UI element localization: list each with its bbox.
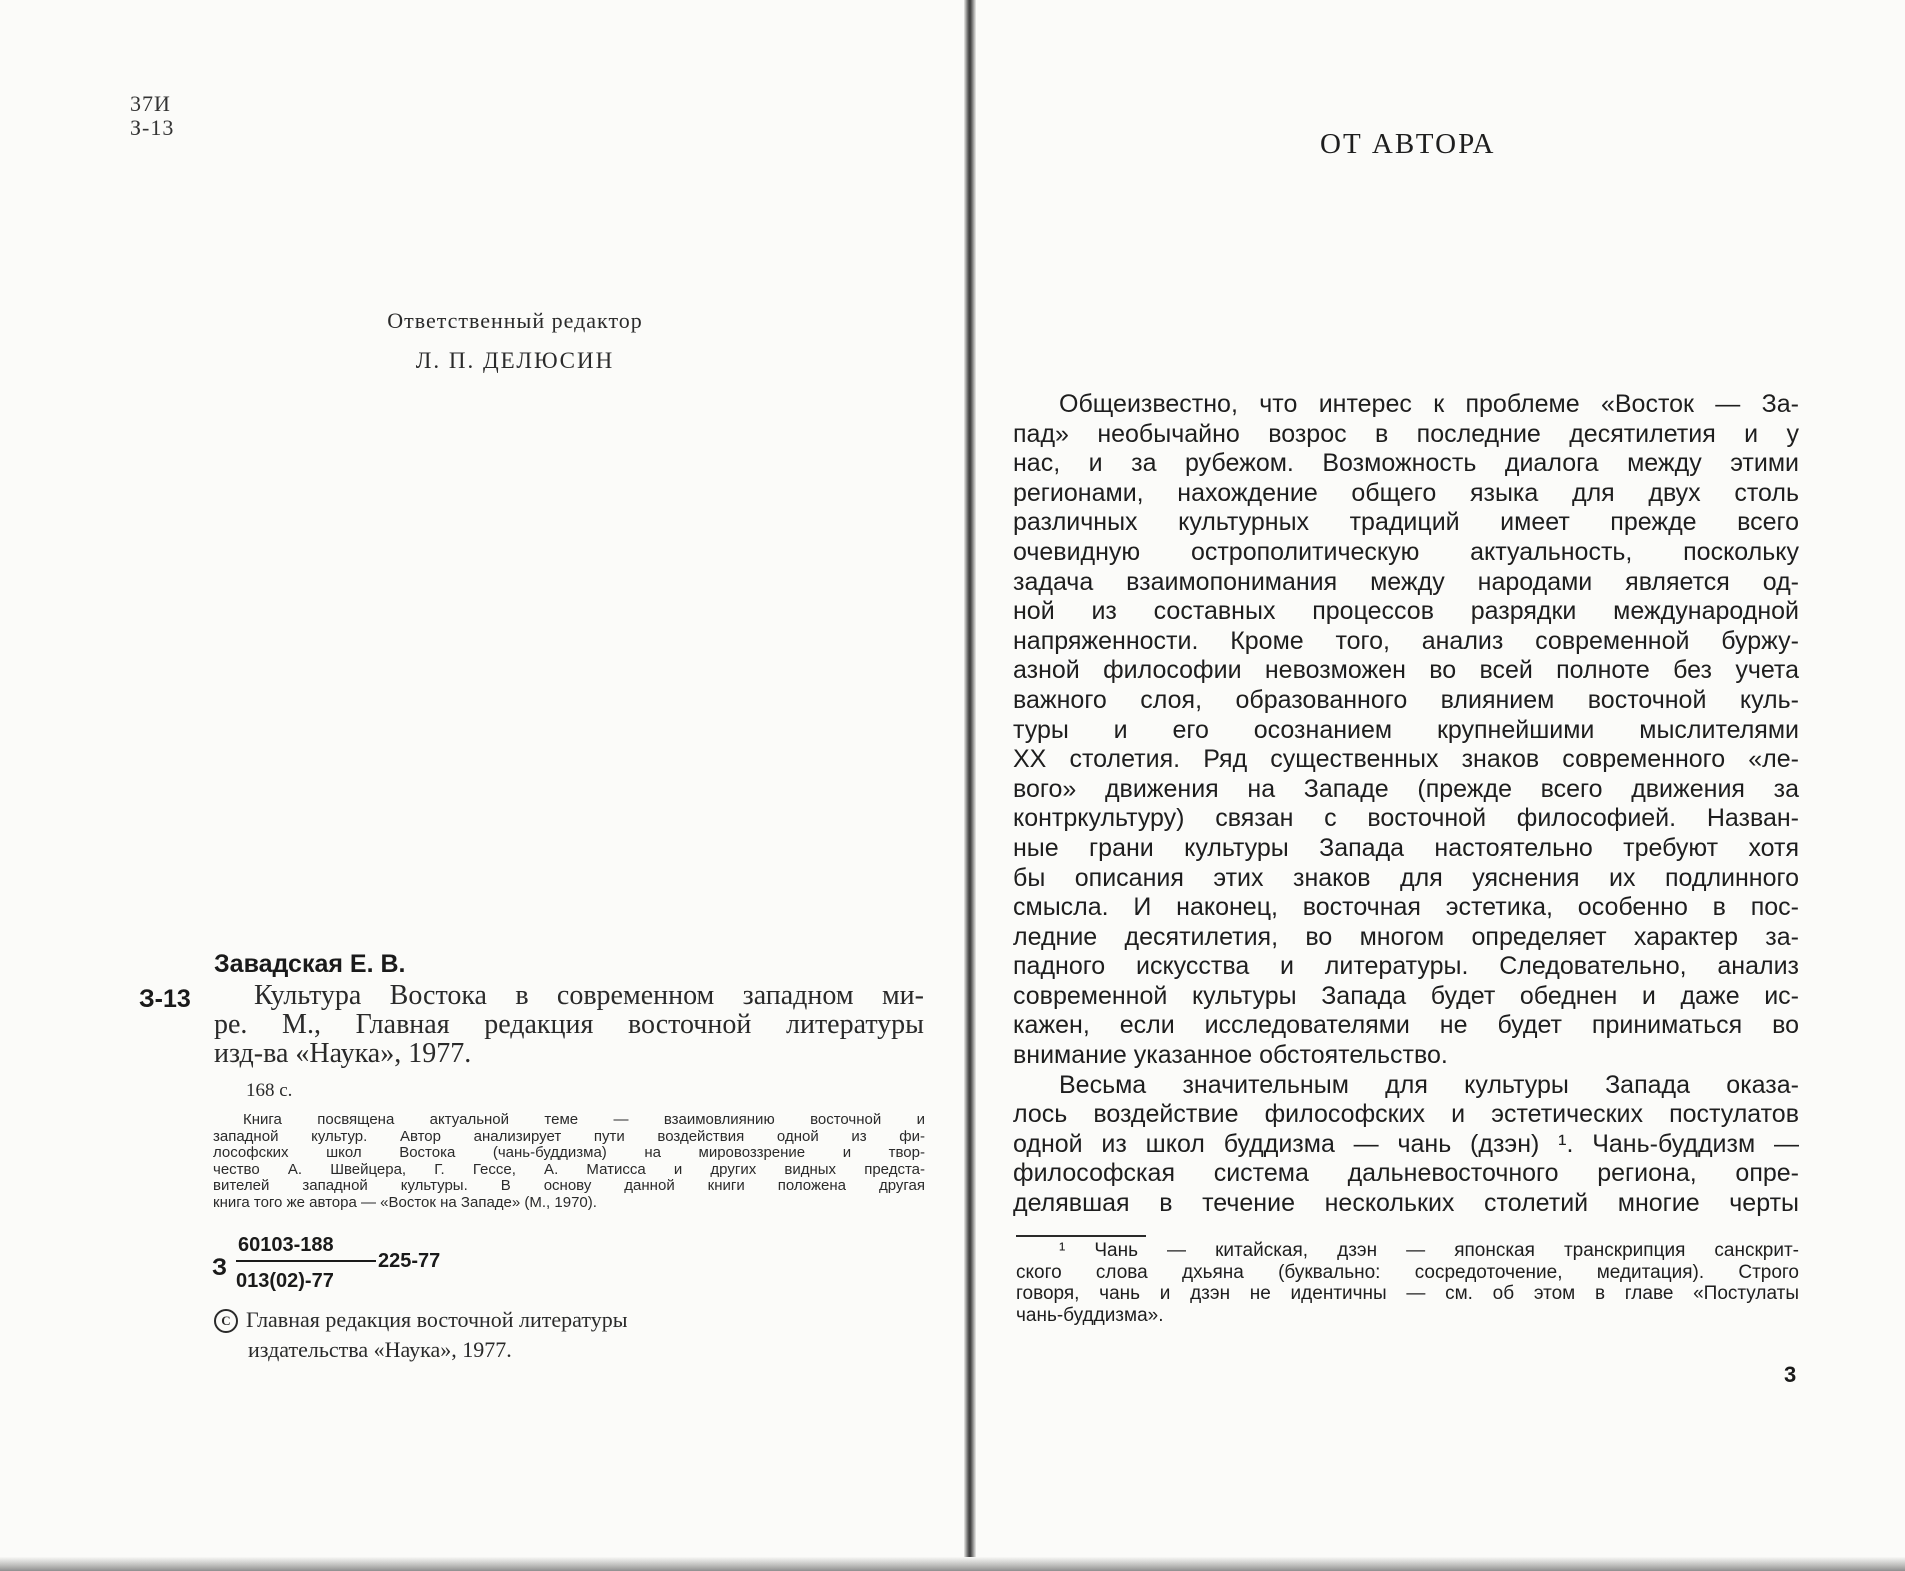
- book-spine: [964, 0, 976, 1571]
- body-line: туры и его осознанием крупнейшими мыслителями: [1013, 715, 1799, 744]
- body-line: XX столетия. Ряд существенных знаков современного «ле-: [1013, 745, 1799, 774]
- index-code-numerator: 60103-188: [238, 1234, 334, 1256]
- index-code-suffix: 225-77: [378, 1250, 441, 1272]
- body-line: очевидную острополитическую актуальность, поскольку: [1013, 537, 1799, 566]
- index-code-fraction-line: [236, 1260, 376, 1262]
- annotation: [213, 1112, 925, 1211]
- editor-name: Л. П. ДЕЛЮСИН: [415, 348, 615, 373]
- body-line: бы описания этих знаков для уяснения их подлинного: [1013, 863, 1799, 892]
- bibliography-line: изд-ва «Наука», 1977.: [214, 1038, 472, 1069]
- body-line: регионами, нахождение общего языка для двух столь: [1013, 478, 1799, 507]
- call-number-line: 37И: [130, 91, 171, 116]
- bibliography-description: [214, 981, 924, 1068]
- bibliography-pages: 168 с.: [246, 1080, 293, 1101]
- call-number: [130, 92, 174, 140]
- footnote-line: ского слова дхьяна (буквально: сосредоточение, медитация). Строго: [1016, 1261, 1799, 1283]
- body-line: различных культурных традиций имеет прежде всего: [1013, 508, 1799, 537]
- body-line: ледние десятилетия, во многом определяет характер за-: [1013, 922, 1799, 951]
- bibliography-line: ре. М., Главная редакция восточной литературы: [214, 1009, 924, 1040]
- index-code: [212, 1234, 472, 1304]
- bibliography-author: Завадская Е. В.: [214, 950, 406, 978]
- body-line: нас, и за рубежом. Возможность диалога между этими: [1013, 449, 1799, 478]
- chapter-title: ОТ АВТОРА: [1320, 128, 1496, 160]
- body-line: Весьма значительным для культуры Запада оказа-: [1059, 1070, 1799, 1099]
- body-line: пад» необычайно возрос в последние десятилетия и у: [1013, 419, 1799, 448]
- body-text: [1013, 390, 1799, 1219]
- annotation-line: лософских школ Востока (чань-буддизма) на мировоззрение и твор-: [213, 1144, 925, 1161]
- footnote-line: ¹ Чань — китайская, дзэн — японская транскрипция санскрит-: [1059, 1240, 1799, 1261]
- annotation-line: вителей западной культуры. В основу данной книги положена другая: [213, 1177, 925, 1194]
- body-line: кажен, если исследователями не будет приниматься во: [1013, 1011, 1799, 1040]
- body-line: лось воздействие философских и эстетических постулатов: [1013, 1100, 1799, 1129]
- body-line: одной из школ буддизма — чань (дзэн) ¹. Чань-буддизм —: [1013, 1129, 1799, 1158]
- annotation-line: западной культур. Автор анализирует пути воздействия одной из фи-: [213, 1127, 925, 1145]
- body-line: внимание указанное обстоятельство.: [1013, 1041, 1448, 1070]
- call-number-line: З-13: [130, 115, 175, 140]
- copyright-icon: C: [214, 1309, 238, 1333]
- index-code-denominator: 013(02)-77: [236, 1270, 334, 1292]
- body-line: философская система дальневосточного региона, опре-: [1013, 1159, 1799, 1188]
- body-line: ные грани культуры Запада настоятельно требуют хотя: [1013, 833, 1799, 862]
- editor-block: [330, 308, 700, 374]
- annotation-line: Книга посвящена актуальной теме — взаимовлиянию восточной и: [243, 1111, 925, 1128]
- index-code-letter: З: [212, 1254, 228, 1281]
- bibliography-line: Культура Востока в современном западном ми-: [254, 980, 924, 1011]
- body-line: современной культуры Запада будет обеднен и даже ис-: [1013, 981, 1799, 1010]
- body-line: ной из составных процессов разрядки международной: [1013, 597, 1799, 626]
- body-line: делявшая в течение нескольких столетий многие черты: [1013, 1189, 1799, 1218]
- footnote: [1016, 1240, 1799, 1326]
- copyright-line: [214, 1305, 774, 1335]
- footnote-rule: [1016, 1235, 1146, 1237]
- page-bottom-shadow: [0, 1557, 1905, 1571]
- body-line: Общеизвестно, что интерес к проблеме «Восток — За-: [1059, 390, 1799, 418]
- body-line: контркультуру) связан с восточной философией. Назван-: [1013, 804, 1799, 833]
- annotation-line: чество А. Швейцера, Г. Гессе, А. Матисса и других видных предста-: [213, 1160, 925, 1178]
- copyright-line: издательства «Наука», 1977.: [248, 1337, 512, 1362]
- body-line: падного искусства и литературы. Следовательно, анализ: [1013, 952, 1799, 981]
- body-line: важного слоя, образованного влиянием восточной куль-: [1013, 685, 1799, 714]
- page-number: 3: [1784, 1362, 1797, 1387]
- body-line: напряженности. Кроме того, анализ современной буржу-: [1013, 626, 1799, 655]
- body-line: задача взаимопонимания между народами является од-: [1013, 567, 1799, 596]
- body-line: смысла. И наконец, восточная эстетика, особенно в пос-: [1013, 893, 1799, 922]
- body-line: вого» движения на Западе (прежде всего движения за: [1013, 774, 1799, 803]
- copyright-text: Главная редакция восточной литературы: [246, 1307, 628, 1332]
- bibliography-code: З-13: [139, 985, 191, 1013]
- copyright-block: [214, 1305, 774, 1365]
- annotation-line: книга того же автора — «Восток на Западе» (М., 1970).: [213, 1193, 597, 1211]
- body-line: азной философии невозможен во всей полноте без учета: [1013, 656, 1799, 685]
- footnote-line: говоря, чань и дзэн не идентичны — см. об этом в главе «Постулаты: [1016, 1283, 1799, 1304]
- editor-role: Ответственный редактор: [387, 308, 643, 333]
- footnote-line: чань-буддизма».: [1016, 1304, 1164, 1326]
